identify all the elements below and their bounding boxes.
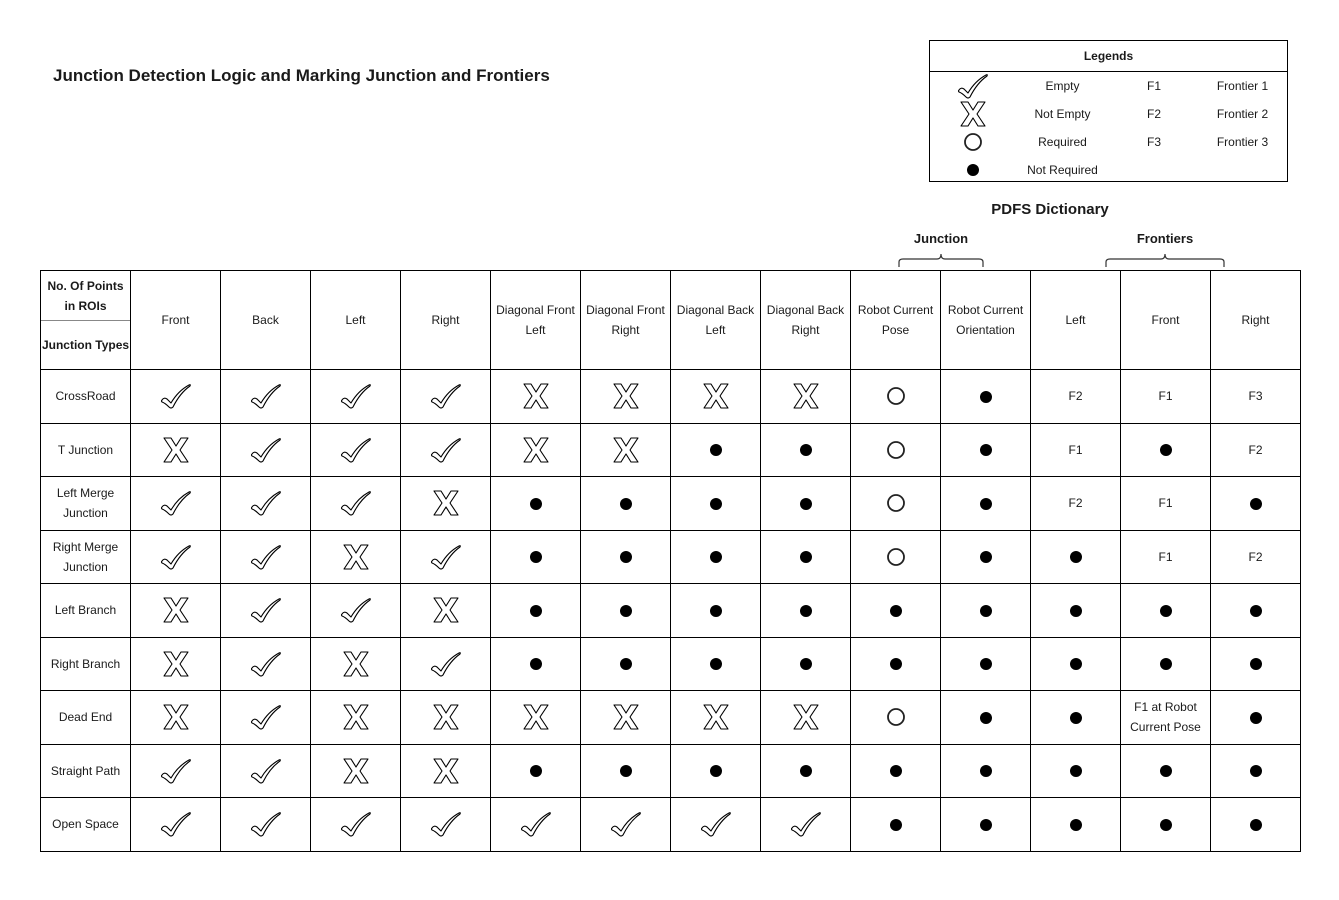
legend-box [929, 40, 1288, 182]
junction-group-label: Junction [913, 231, 969, 246]
check-icon [159, 816, 193, 830]
cross-icon [162, 442, 190, 456]
table-cell [1211, 691, 1301, 745]
check-icon [789, 816, 823, 830]
table-cell [401, 477, 491, 531]
table-cell [221, 530, 311, 584]
table-cell [941, 530, 1031, 584]
column-header: Left [311, 271, 401, 370]
table-cell [851, 530, 941, 584]
table-cell [851, 423, 941, 477]
table-cell [941, 477, 1031, 531]
filled-dot-icon [529, 549, 543, 563]
table-cell [1121, 530, 1211, 584]
table-row [41, 798, 1301, 852]
table-cell [671, 477, 761, 531]
table-cell [401, 637, 491, 691]
table-cell [1121, 423, 1211, 477]
filled-dot-icon [889, 656, 903, 670]
table-cell [491, 477, 581, 531]
check-icon [159, 763, 193, 777]
legend-row [930, 72, 1287, 100]
check-icon [159, 549, 193, 563]
table-cell [401, 423, 491, 477]
check-icon [429, 816, 463, 830]
table-cell [311, 744, 401, 798]
filled-dot-icon [889, 603, 903, 617]
table-cell [491, 637, 581, 691]
check-icon [429, 442, 463, 456]
table-row [41, 370, 1301, 424]
table-cell [1121, 744, 1211, 798]
filled-dot-icon [979, 656, 993, 670]
filled-dot-icon [799, 603, 813, 617]
table-cell [311, 423, 401, 477]
check-icon [429, 549, 463, 563]
column-header: Right [1211, 271, 1301, 370]
check-icon [249, 602, 283, 616]
cross-icon [952, 100, 994, 128]
frontier-label: F2 [1248, 442, 1263, 457]
frontier-label: F1 at Robot Current Pose [1130, 700, 1201, 735]
filled-dot-icon [1249, 817, 1263, 831]
table-cell [491, 370, 581, 424]
filled-dot-icon [619, 656, 633, 670]
table-cell [581, 370, 671, 424]
table-cell [851, 477, 941, 531]
column-header: Diagonal Front Left [491, 271, 581, 370]
cross-icon [432, 602, 460, 616]
table-cell [761, 744, 851, 798]
table-cell [1031, 584, 1121, 638]
table-cell [491, 530, 581, 584]
table-cell [221, 423, 311, 477]
table-cell [221, 798, 311, 852]
table-cell [401, 370, 491, 424]
cross-icon [162, 656, 190, 670]
table-cell [671, 798, 761, 852]
filled-dot-icon [889, 817, 903, 831]
frontier-label: F2 [1068, 389, 1083, 404]
corner-bottom-label: Junction Types [41, 338, 130, 352]
table-cell [851, 744, 941, 798]
junction-type-label: Right Branch [41, 637, 131, 691]
cross-icon [792, 388, 820, 402]
table-cell [311, 584, 401, 638]
table-cell [1121, 584, 1211, 638]
check-icon [159, 388, 193, 402]
column-header: Diagonal Front Right [581, 271, 671, 370]
table-cell [1211, 798, 1301, 852]
junction-type-label: Left Merge Junction [41, 477, 131, 531]
table-cell [1031, 637, 1121, 691]
table-row [41, 423, 1301, 477]
filled-dot-icon [1249, 603, 1263, 617]
legend-frontier-name: Frontier 3 [1216, 135, 1269, 149]
table-cell [1211, 744, 1301, 798]
filled-dot-icon [709, 442, 723, 456]
frontiers-group-label: Frontiers [1136, 231, 1194, 246]
filled-dot-icon [1069, 549, 1083, 563]
legend-frontier-code: F1 [1146, 79, 1161, 93]
table-cell [311, 637, 401, 691]
table-cell [221, 691, 311, 745]
table-cell [131, 584, 221, 638]
table-cell [491, 584, 581, 638]
check-icon [249, 549, 283, 563]
table-row [41, 477, 1301, 531]
filled-dot-icon [1249, 763, 1263, 777]
diagram-title: Junction Detection Logic and Marking Junction and Frontiers [53, 66, 550, 85]
column-header: Robot Current Orientation [941, 271, 1031, 370]
filled-dot-icon [799, 496, 813, 510]
filled-dot-icon [979, 817, 993, 831]
table-cell [761, 370, 851, 424]
check-icon [609, 816, 643, 830]
table-cell [1211, 477, 1301, 531]
table-cell [131, 691, 221, 745]
table-cell [1031, 477, 1121, 531]
table-cell [1211, 637, 1301, 691]
filled-dot-icon [979, 389, 993, 403]
cross-icon [162, 602, 190, 616]
table-cell [1121, 477, 1211, 531]
check-icon [249, 442, 283, 456]
filled-dot-icon [952, 156, 994, 184]
filled-dot-icon [799, 442, 813, 456]
open-circle-icon [886, 495, 906, 509]
table-cell [581, 637, 671, 691]
table-cell [221, 477, 311, 531]
check-icon [339, 442, 373, 456]
check-icon [339, 602, 373, 616]
table-cell [1031, 798, 1121, 852]
check-icon [952, 72, 994, 100]
filled-dot-icon [1069, 710, 1083, 724]
cross-icon [162, 709, 190, 723]
corner-header [41, 271, 131, 370]
table-cell [131, 744, 221, 798]
filled-dot-icon [1069, 763, 1083, 777]
table-cell [761, 691, 851, 745]
cross-icon [342, 656, 370, 670]
filled-dot-icon [529, 763, 543, 777]
table-cell [761, 584, 851, 638]
table-cell [401, 584, 491, 638]
open-circle-icon [886, 709, 906, 723]
filled-dot-icon [889, 763, 903, 777]
filled-dot-icon [979, 710, 993, 724]
column-header: Front [131, 271, 221, 370]
check-icon [249, 388, 283, 402]
filled-dot-icon [1069, 656, 1083, 670]
frontier-label: F1 [1158, 389, 1173, 404]
table-cell [1031, 423, 1121, 477]
table-cell [311, 477, 401, 531]
cross-icon [522, 442, 550, 456]
column-header: Right [401, 271, 491, 370]
filled-dot-icon [709, 763, 723, 777]
junction-type-label: Right Merge Junction [41, 530, 131, 584]
column-header: Back [221, 271, 311, 370]
frontiers-brace [1105, 252, 1226, 268]
check-icon [249, 763, 283, 777]
filled-dot-icon [709, 496, 723, 510]
table-cell [851, 370, 941, 424]
table-cell [761, 423, 851, 477]
table-cell [671, 691, 761, 745]
junction-type-label: T Junction [41, 423, 131, 477]
junction-type-label: CrossRoad [41, 370, 131, 424]
filled-dot-icon [619, 763, 633, 777]
filled-dot-icon [619, 496, 633, 510]
open-circle-icon [886, 442, 906, 456]
cross-icon [432, 763, 460, 777]
legend-symbol-label: Required [1038, 135, 1087, 149]
column-header: Front [1121, 271, 1211, 370]
legend-frontier-name: Frontier 2 [1216, 107, 1269, 121]
cross-icon [342, 549, 370, 563]
table-cell [311, 691, 401, 745]
filled-dot-icon [1069, 817, 1083, 831]
table-cell [581, 798, 671, 852]
filled-dot-icon [1249, 656, 1263, 670]
table-cell [221, 637, 311, 691]
legend-row [930, 100, 1287, 128]
legend-frontier-code: F2 [1146, 107, 1161, 121]
check-icon [519, 816, 553, 830]
table-cell [671, 584, 761, 638]
corner-top-label: No. Of Points in ROIs [41, 271, 130, 321]
table-cell [491, 798, 581, 852]
table-cell [401, 691, 491, 745]
legend-body [930, 72, 1287, 184]
table-cell [941, 584, 1031, 638]
table-cell [581, 691, 671, 745]
table-cell [311, 798, 401, 852]
check-icon [429, 656, 463, 670]
filled-dot-icon [1159, 656, 1173, 670]
table-cell [131, 370, 221, 424]
filled-dot-icon [979, 549, 993, 563]
table-cell [401, 530, 491, 584]
table-row [41, 637, 1301, 691]
filled-dot-icon [799, 763, 813, 777]
cross-icon [612, 388, 640, 402]
legend-frontier-code: F3 [1146, 135, 1161, 149]
cross-icon [702, 709, 730, 723]
table-cell [221, 370, 311, 424]
table-cell [671, 370, 761, 424]
table-cell [671, 423, 761, 477]
filled-dot-icon [529, 603, 543, 617]
frontier-label: F2 [1248, 549, 1263, 564]
table-cell [131, 423, 221, 477]
junction-type-label: Left Branch [41, 584, 131, 638]
table-cell [761, 477, 851, 531]
table-cell [851, 798, 941, 852]
filled-dot-icon [799, 549, 813, 563]
table-cell [941, 423, 1031, 477]
table-cell [1031, 691, 1121, 745]
legend-frontier-name: Frontier 1 [1216, 79, 1269, 93]
column-header: Diagonal Back Right [761, 271, 851, 370]
cross-icon [432, 495, 460, 509]
cross-icon [612, 709, 640, 723]
table-cell [941, 691, 1031, 745]
check-icon [339, 388, 373, 402]
check-icon [249, 656, 283, 670]
table-row [41, 744, 1301, 798]
table-cell [581, 744, 671, 798]
table-cell [1121, 691, 1211, 745]
table-row [41, 584, 1301, 638]
table-cell [1121, 370, 1211, 424]
frontier-label: F3 [1248, 389, 1263, 404]
table-cell [1121, 798, 1211, 852]
table-cell [131, 530, 221, 584]
check-icon [159, 495, 193, 509]
table-row [41, 691, 1301, 745]
column-header: Left [1031, 271, 1121, 370]
check-icon [699, 816, 733, 830]
cross-icon [432, 709, 460, 723]
table-cell [1211, 584, 1301, 638]
filled-dot-icon [1249, 496, 1263, 510]
table-cell [581, 530, 671, 584]
filled-dot-icon [1069, 603, 1083, 617]
filled-dot-icon [709, 656, 723, 670]
junction-type-label: Straight Path [41, 744, 131, 798]
dictionary-title: PDFS Dictionary [991, 201, 1109, 218]
table-cell [671, 744, 761, 798]
junction-table [40, 270, 1301, 852]
filled-dot-icon [1159, 763, 1173, 777]
table-cell [1121, 637, 1211, 691]
open-circle-icon [886, 388, 906, 402]
check-icon [339, 816, 373, 830]
cross-icon [522, 709, 550, 723]
table-cell [1031, 370, 1121, 424]
cross-icon [792, 709, 820, 723]
check-icon [249, 709, 283, 723]
legend-heading: Legends [930, 41, 1287, 72]
frontier-label: F1 [1158, 549, 1173, 564]
table-cell [941, 370, 1031, 424]
table-cell [941, 798, 1031, 852]
table-cell [581, 423, 671, 477]
legend-symbol-label: Empty [1045, 79, 1080, 93]
check-icon [429, 388, 463, 402]
cross-icon [342, 709, 370, 723]
filled-dot-icon [709, 549, 723, 563]
legend-symbol-label: Not Empty [1034, 107, 1091, 121]
table-cell [221, 744, 311, 798]
filled-dot-icon [979, 496, 993, 510]
table-cell [671, 530, 761, 584]
cross-icon [522, 388, 550, 402]
filled-dot-icon [979, 442, 993, 456]
filled-dot-icon [1249, 710, 1263, 724]
open-circle-icon [886, 549, 906, 563]
table-cell [941, 744, 1031, 798]
table-cell [761, 637, 851, 691]
junction-type-label: Dead End [41, 691, 131, 745]
table-cell [1031, 530, 1121, 584]
table-cell [131, 477, 221, 531]
legend-symbol-label: Not Required [1027, 163, 1098, 177]
cross-icon [702, 388, 730, 402]
frontier-label: F2 [1068, 496, 1083, 511]
junction-type-label: Open Space [41, 798, 131, 852]
legend-row [930, 156, 1287, 184]
cross-icon [612, 442, 640, 456]
filled-dot-icon [619, 549, 633, 563]
table-cell [491, 744, 581, 798]
table-cell [1211, 370, 1301, 424]
frontier-label: F1 [1158, 496, 1173, 511]
table-cell [761, 798, 851, 852]
filled-dot-icon [1159, 603, 1173, 617]
table-cell [671, 637, 761, 691]
column-header: Diagonal Back Left [671, 271, 761, 370]
filled-dot-icon [529, 656, 543, 670]
filled-dot-icon [529, 496, 543, 510]
table-cell [941, 637, 1031, 691]
table-cell [851, 637, 941, 691]
table-cell [851, 691, 941, 745]
filled-dot-icon [619, 603, 633, 617]
table-cell [401, 744, 491, 798]
table-cell [581, 584, 671, 638]
check-icon [339, 495, 373, 509]
table-cell [1211, 423, 1301, 477]
open-circle-icon [952, 128, 994, 156]
junction-brace [898, 252, 984, 268]
table-cell [311, 370, 401, 424]
check-icon [249, 816, 283, 830]
table-cell [581, 477, 671, 531]
cross-icon [342, 763, 370, 777]
table-row [41, 530, 1301, 584]
filled-dot-icon [709, 603, 723, 617]
table-cell [491, 691, 581, 745]
filled-dot-icon [979, 763, 993, 777]
table-cell [761, 530, 851, 584]
filled-dot-icon [799, 656, 813, 670]
column-header: Robot Current Pose [851, 271, 941, 370]
filled-dot-icon [1159, 817, 1173, 831]
table-cell [131, 798, 221, 852]
filled-dot-icon [1159, 442, 1173, 456]
table-cell [1211, 530, 1301, 584]
legend-row [930, 128, 1287, 156]
frontier-label: F1 [1068, 442, 1083, 457]
check-icon [249, 495, 283, 509]
table-cell [221, 584, 311, 638]
table-cell [1031, 744, 1121, 798]
table-cell [131, 637, 221, 691]
table-cell [491, 423, 581, 477]
table-cell [851, 584, 941, 638]
table-cell [401, 798, 491, 852]
table-cell [311, 530, 401, 584]
filled-dot-icon [979, 603, 993, 617]
